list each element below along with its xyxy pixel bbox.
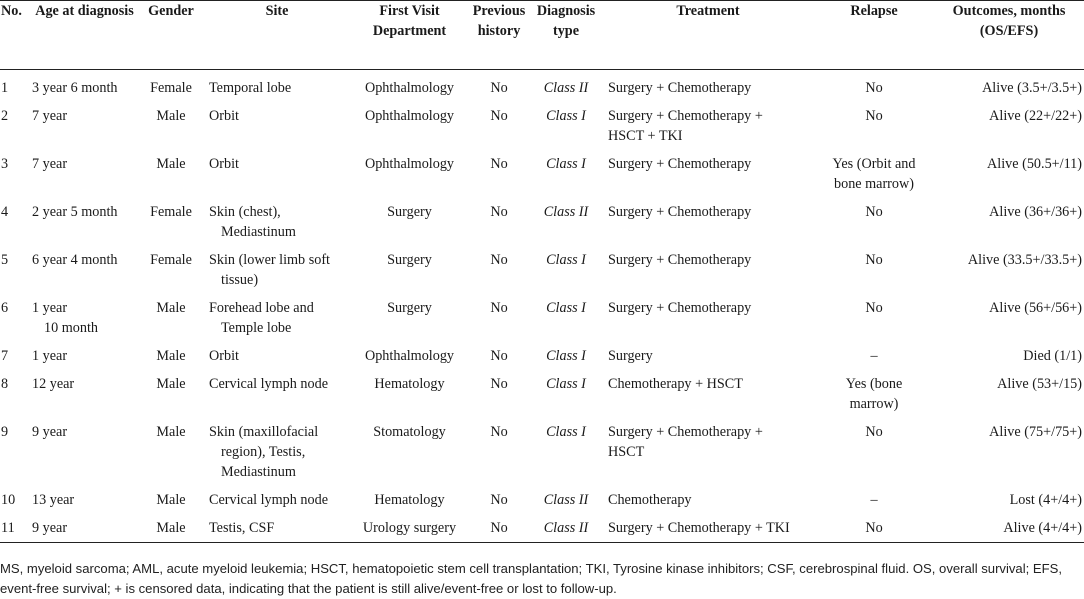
cell-relapse-line: Yes (bone [845, 376, 903, 392]
cell-previous-history: No [490, 424, 508, 440]
cell-department: Hematology [374, 376, 445, 392]
cell-age-line: 1 year [32, 300, 68, 316]
cell-age-line: 9 year [32, 520, 68, 536]
cell-site-line: Mediastinum [221, 224, 296, 240]
cell-no: 5 [1, 252, 9, 268]
cell-site [203, 366, 351, 414]
cell-relapse [814, 290, 934, 338]
cell-outcome: Alive (75+/75+) [989, 424, 1082, 440]
cell-outcome: Alive (22+/22+) [989, 108, 1082, 124]
table-row [0, 290, 1084, 338]
cell-diagnosis-type: Class I [546, 300, 586, 316]
cell-treatment [602, 290, 814, 338]
cell-department: Ophthalmology [364, 80, 455, 96]
cell-site [203, 146, 351, 194]
table-footnote: MS, myeloid sarcoma; AML, acute myeloid leukemia; HSCT, hematopoietic stem cell transplantation; TKI, Tyrosine kinase inhibitors; CSF, cerebrospinal fluid. OS, overall survival; EFS, event-free survival; + is censored data, indicating that the patient is still alive/event-free or lost to follow-up. [0, 561, 1063, 596]
cell-age-line: 6 year 4 month [32, 252, 118, 268]
cell-site-line: Orbit [209, 156, 239, 172]
cell-outcome: Alive (50.5+/11) [987, 156, 1082, 172]
cell-treatment-line: Surgery + Chemotherapy + [608, 108, 763, 124]
cell-relapse [814, 510, 934, 543]
cell-relapse [814, 242, 934, 290]
cell-gender: Male [156, 348, 186, 364]
cell-relapse-line: No [865, 204, 883, 220]
cell-gender: Male [139, 510, 203, 543]
cell-treatment [602, 338, 814, 366]
cell-relapse [814, 70, 934, 99]
cell-diagnosis-type: Class II [543, 204, 589, 220]
cell-site [203, 338, 351, 366]
cell-treatment [602, 98, 814, 146]
cell-site [203, 98, 351, 146]
cell-outcome: Alive (56+/56+) [989, 300, 1082, 316]
cell-treatment-line: Surgery + Chemotherapy [608, 300, 752, 316]
cell-age [30, 510, 139, 543]
cell-age-line: 13 year [32, 492, 75, 508]
cell-diagnosis-type: Class I [546, 108, 586, 124]
cell-no: 9 [1, 424, 9, 440]
cell-site-line: region), Testis, [221, 444, 306, 460]
cell-department: Hematology [374, 492, 445, 508]
header-age: Age at diagnosis [30, 1, 139, 70]
cell-department: Surgery [387, 300, 432, 316]
cell-relapse-line: No [865, 424, 883, 440]
cell-no: 11 [0, 510, 30, 543]
cell-relapse [814, 482, 934, 510]
cell-relapse-line: – [870, 492, 878, 508]
cell-age [30, 338, 139, 366]
cell-treatment-line: Surgery + Chemotherapy [608, 80, 752, 96]
cell-treatment [602, 414, 814, 482]
cell-department: Stomatology [373, 424, 446, 440]
cell-previous-history: No [490, 300, 508, 316]
cell-no: 8 [1, 376, 9, 392]
cell-previous-history: No [490, 252, 508, 268]
cell-age [30, 290, 139, 338]
cell-treatment-line: Surgery + Chemotherapy + TKI [608, 520, 790, 536]
cell-gender: Male [156, 376, 186, 392]
cell-site-line: Cervical lymph node [209, 376, 328, 392]
cell-age-line: 7 year [32, 156, 68, 172]
cell-age [30, 70, 139, 99]
cell-department: Surgery [387, 252, 432, 268]
cell-age-line: 3 year 6 month [32, 80, 118, 96]
cell-department: Urology surgery [351, 510, 468, 543]
cell-treatment-line: Surgery + Chemotherapy [608, 156, 752, 172]
cell-department: Ophthalmology [364, 348, 455, 364]
cell-outcome: Alive (3.5+/3.5+) [982, 80, 1082, 96]
cell-gender: Female [150, 204, 192, 220]
cell-department: Surgery [387, 204, 432, 220]
cell-previous-history: No [490, 80, 508, 96]
cell-age [30, 98, 139, 146]
table-row [0, 98, 1084, 146]
cell-treatment-line: Surgery + Chemotherapy [608, 252, 752, 268]
cell-age-line: 9 year [32, 424, 68, 440]
cell-relapse-line: bone marrow) [834, 176, 914, 192]
cell-age-line: 12 year [32, 376, 75, 392]
cell-gender: Female [150, 80, 192, 96]
table-row [0, 338, 1084, 366]
cell-treatment-line: Surgery + Chemotherapy [608, 204, 752, 220]
cell-treatment [602, 510, 814, 543]
header-row [0, 1, 1084, 70]
cell-site-line: tissue) [221, 272, 259, 288]
cell-relapse-line: – [870, 348, 878, 364]
cell-no: 3 [1, 156, 9, 172]
cell-age [30, 194, 139, 242]
header-relapse: Relapse [814, 1, 934, 70]
cell-department: Ophthalmology [364, 108, 455, 124]
cell-site-line: Mediastinum [221, 464, 296, 480]
header-treatment: Treatment [602, 1, 814, 70]
table-row [0, 414, 1084, 482]
table-row [0, 366, 1084, 414]
cell-site [203, 510, 351, 543]
cell-age-line: 2 year 5 month [32, 204, 118, 220]
cell-diagnosis-type: Class I [546, 376, 586, 392]
cell-site-line: Cervical lymph node [209, 492, 328, 508]
cell-site-line: Skin (maxillofacial [209, 424, 319, 440]
cell-treatment-line: Surgery + Chemotherapy + [608, 424, 763, 440]
header-outcomes: Outcomes, months (OS/EFS) [934, 1, 1084, 70]
cell-treatment [602, 70, 814, 99]
table-row [0, 510, 1084, 543]
cell-previous-history: No [490, 492, 508, 508]
cell-site [203, 414, 351, 482]
cell-relapse-line: No [865, 80, 883, 96]
cell-treatment-line: HSCT + TKI [608, 128, 683, 144]
cell-no: 2 [1, 108, 9, 124]
cell-site-line: Orbit [209, 108, 239, 124]
cell-relapse-line: No [865, 520, 883, 536]
cell-no: 4 [1, 204, 9, 220]
cell-age [30, 242, 139, 290]
table-header [0, 1, 1084, 70]
cell-relapse [814, 194, 934, 242]
cell-treatment [602, 194, 814, 242]
cell-treatment [602, 482, 814, 510]
cell-outcome: Alive (36+/36+) [989, 204, 1082, 220]
cell-relapse [814, 366, 934, 414]
cell-treatment [602, 366, 814, 414]
table-row [0, 146, 1084, 194]
cell-no: 10 [1, 492, 16, 508]
header-site: Site [203, 1, 351, 70]
cell-relapse-line: No [865, 300, 883, 316]
cell-previous-history: No [490, 348, 508, 364]
cell-diagnosis-type: Class II [543, 492, 589, 508]
cell-previous-history: No [490, 108, 508, 124]
cell-previous-history: No [490, 156, 508, 172]
cell-no: 1 [1, 80, 9, 96]
cell-treatment-line: Chemotherapy [608, 492, 692, 508]
cell-diagnosis-type: Class I [546, 252, 586, 268]
cell-gender: Male [156, 492, 186, 508]
cell-diagnosis-type: Class I [546, 156, 586, 172]
cell-previous-history: No [490, 204, 508, 220]
cell-outcome: Died (1/1) [1023, 348, 1082, 364]
table-row [0, 194, 1084, 242]
cell-outcome: Alive (4+/4+) [934, 510, 1084, 543]
header-gender: Gender [139, 1, 203, 70]
cell-previous-history: No [468, 510, 530, 543]
cell-diagnosis-type: Class II [543, 80, 589, 96]
cell-outcome: Alive (33.5+/33.5+) [967, 252, 1082, 268]
cell-no: 6 [1, 300, 9, 316]
cell-gender: Male [156, 424, 186, 440]
cell-site-line: Forehead lobe and [209, 300, 314, 316]
cell-treatment-line: Chemotherapy + HSCT [608, 376, 743, 392]
cell-relapse-line: marrow) [849, 396, 899, 412]
cell-outcome: Alive (53+/15) [997, 376, 1082, 392]
cell-age-line: 10 month [44, 320, 98, 336]
cell-treatment-line: HSCT [608, 444, 645, 460]
cell-site [203, 242, 351, 290]
cell-site-line: Testis, CSF [209, 520, 275, 536]
table-row [0, 70, 1084, 99]
cell-site [203, 194, 351, 242]
cell-no: 7 [1, 348, 9, 364]
cell-relapse-line: No [865, 252, 883, 268]
cell-age [30, 482, 139, 510]
cell-relapse [814, 338, 934, 366]
cell-treatment [602, 242, 814, 290]
cell-age-line: 7 year [32, 108, 68, 124]
cell-treatment [602, 146, 814, 194]
table-row [0, 482, 1084, 510]
cell-relapse-line: Yes (Orbit and [832, 156, 916, 172]
cell-previous-history: No [490, 376, 508, 392]
cell-relapse [814, 98, 934, 146]
cell-relapse-line: No [865, 108, 883, 124]
header-diagnosis-type: Diagnosis type [530, 1, 602, 70]
cell-age [30, 146, 139, 194]
header-department: First Visit Department [351, 1, 468, 70]
cell-diagnosis-type: Class II [530, 510, 602, 543]
cell-gender: Male [156, 108, 186, 124]
cell-site-line: Skin (chest), [209, 204, 281, 220]
table-body [0, 70, 1084, 543]
header-no: No. [0, 1, 30, 70]
cell-relapse [814, 146, 934, 194]
cell-site-line: Temporal lobe [209, 80, 292, 96]
cell-treatment-line: Surgery [608, 348, 653, 364]
cell-gender: Male [156, 156, 186, 172]
cell-age [30, 414, 139, 482]
cell-site-line: Skin (lower limb soft [209, 252, 330, 268]
cell-gender: Male [156, 300, 186, 316]
header-previous-history: Previous history [468, 1, 530, 70]
cell-age [30, 366, 139, 414]
cell-diagnosis-type: Class I [546, 424, 586, 440]
cell-site-line: Temple lobe [221, 320, 292, 336]
cell-site-line: Orbit [209, 348, 239, 364]
cell-age-line: 1 year [32, 348, 68, 364]
cell-diagnosis-type: Class I [546, 348, 586, 364]
table-row [0, 242, 1084, 290]
cell-site [203, 482, 351, 510]
cell-department: Ophthalmology [364, 156, 455, 172]
cell-site [203, 70, 351, 99]
cell-gender: Female [150, 252, 192, 268]
cell-site [203, 290, 351, 338]
cell-relapse [814, 414, 934, 482]
cell-outcome: Lost (4+/4+) [1009, 492, 1082, 508]
